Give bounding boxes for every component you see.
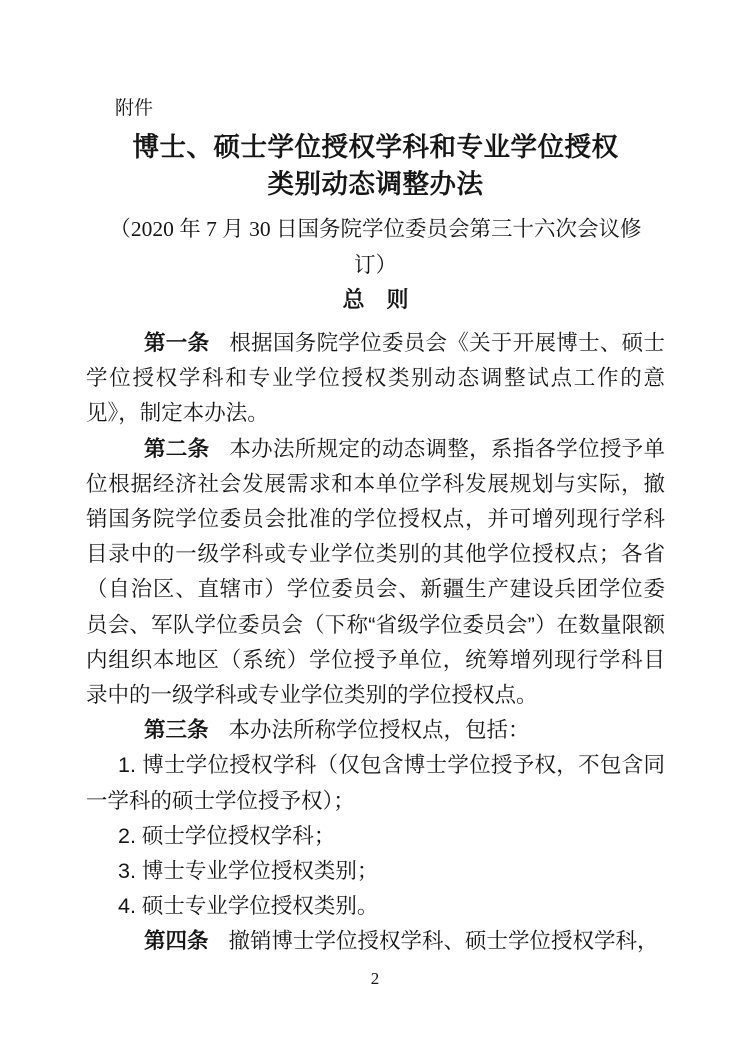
list-item-1 bbox=[86, 748, 665, 818]
document-title-line-2: 类别动态调整办法 bbox=[267, 169, 484, 199]
list-item-4 bbox=[86, 889, 665, 924]
list-item-3-text: 3. 博士专业学位授权类别； bbox=[118, 859, 379, 884]
article-3-text: 本办法所称学位授权点，包括： bbox=[228, 718, 530, 743]
article-1-text: 根据国务院学位委员会《关于开展博士、硕士学位授权学科和专业学位授权类别动态调整试点工作的意见》，制定本办法。 bbox=[86, 331, 665, 426]
article-2-label: 第二条 bbox=[144, 436, 210, 461]
attachment-label: 附件 bbox=[115, 98, 154, 119]
list-item-1-text: 1. 博士学位授权学科（仅包含博士学位授予权，不包含同一学科的硕士学位授予权）； bbox=[86, 753, 665, 813]
document-title bbox=[86, 129, 665, 203]
article-1-paragraph bbox=[86, 326, 665, 432]
article-4-paragraph bbox=[86, 924, 665, 959]
revision-note bbox=[86, 211, 665, 283]
document-title-line-1: 博士、硕士学位授权学科和专业学位授权 bbox=[132, 132, 619, 162]
list-item-2 bbox=[86, 819, 665, 854]
page-number: 2 bbox=[370, 969, 380, 988]
chapter-heading: 总 则 bbox=[342, 287, 409, 312]
article-3-label: 第三条 bbox=[144, 718, 209, 743]
list-item-3 bbox=[86, 854, 665, 889]
article-2-text: 本办法所规定的动态调整，系指各学位授予单位根据经济社会发展需求和本单位学科发展规划与实际，撤销国务院学位委员会批准的学位授权点，并可增列现行学科目录中的一级学科或专业学位类别的其他学位授权点；各省（自治区、直辖市）学位委员会、新疆生产建设兵团学位委员会、军队学位委员会（下称“省级学位委员会”）在数量限额内组织本地区（系统）学位授予单位，统筹增列现行学科目录中的一级学科或专业学位类别的学位授权点。 bbox=[86, 436, 665, 708]
list-item-2-text: 2. 硕士学位授权学科； bbox=[118, 823, 336, 848]
article-1-label: 第一条 bbox=[144, 331, 210, 355]
revision-note-line-1: （2020 年 7 月 30 日国务院学位委员会第三十六次会议修 bbox=[109, 217, 642, 241]
list-item-4-text: 4. 硕士专业学位授权类别。 bbox=[118, 894, 379, 919]
article-3-paragraph bbox=[86, 713, 665, 748]
document-body bbox=[86, 326, 665, 960]
revision-note-line-2: 订） bbox=[353, 253, 397, 277]
article-4-text: 撤销博士学位授权学科、硕士学位授权学科， bbox=[228, 929, 659, 954]
article-2-paragraph bbox=[86, 432, 665, 714]
article-4-label: 第四条 bbox=[144, 929, 209, 954]
